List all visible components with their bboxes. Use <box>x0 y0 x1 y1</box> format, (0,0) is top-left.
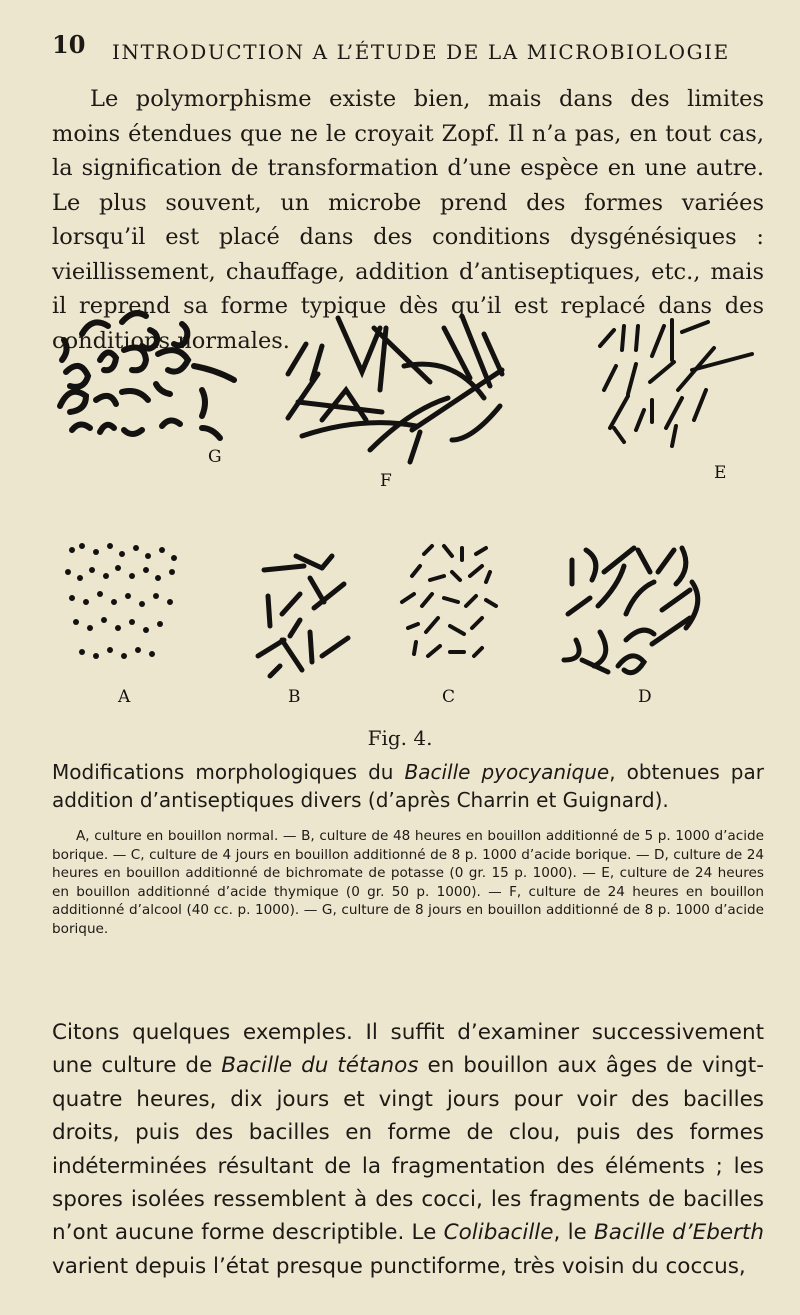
bacteria-drawing <box>52 310 764 730</box>
panel-c-drawing <box>402 546 496 656</box>
panel-b-drawing <box>258 556 348 676</box>
page-number: 10 <box>52 30 86 59</box>
panel-a-drawing <box>65 543 177 659</box>
species-colibacille: Colibacille <box>443 1220 554 1246</box>
panel-letter-g: G <box>208 447 222 467</box>
figure-label: Fig. 4. <box>367 726 433 750</box>
panel-f-drawing <box>288 316 502 462</box>
species-tetanos: Bacille du tétanos <box>221 1053 419 1079</box>
figure-caption-title <box>52 758 764 814</box>
panel-letter-c: C <box>442 687 456 707</box>
caption-text-2: , obtenues par addition d’antiseptiques divers (d’après Charrin et Guignard). <box>52 760 764 812</box>
caption-text-1: Modifications morphologiques du <box>52 760 405 784</box>
paragraph-polymorphism: Le polymorphisme existe bien, mais dans des limites moins étendues que ne le croyait Zopf. Il n’a pas, en tout cas, la signification de transformation d’une espèce en une autre. Le plus souvent, un microbe prend des formes variées lorsqu’il est placé dans des conditions dysgénésiques : vieillissement, chauffage, addition d’antiseptiques, etc., mais il reprend sa forme typique dès qu’il est replacé dans des conditions normales. <box>52 86 764 354</box>
page-header <box>52 30 748 66</box>
panel-d-drawing <box>564 548 698 673</box>
figure-4-illustration <box>52 310 764 730</box>
figure-legend: A, culture en bouillon normal. — B, culture de 48 heures en bouillon additionné de 5 p. 1000 d’acide borique. — C, culture de 4 jours en bouillon additionné de 8 p. 1000 d’acide borique. — D, culture de 24 heures en bouillon additionné de bichromate de potasse (0 gr. 15 p. 1000). — E, culture de 24 heures en bouillon additionné d’acide thymique (0 gr. 50 p. 1000). — F, culture de 24 heures en bouillon additionné d’alcool (40 cc. p. 1000). — G, culture de 8 jours en bouillon additionné de 8 p. 1000 d’acide borique. <box>52 828 764 937</box>
running-title: INTRODUCTION A L’ÉTUDE DE LA MICROBIOLOGIE <box>112 40 730 64</box>
panel-letter-e: E <box>714 463 727 483</box>
panel-letter-f: F <box>380 471 392 491</box>
panel-g-drawing <box>60 313 234 438</box>
paragraph-examples <box>52 1016 764 1283</box>
panel-e-drawing <box>600 320 752 446</box>
species-eberth: Bacille d’Eberth <box>594 1220 764 1246</box>
panel-letter-b: B <box>288 687 301 707</box>
para-text-1: Citons quelques exemples. Il suffit d’examiner successivement une culture de <box>52 1020 764 1079</box>
para-text-2: en bouillon aux âges de vingt-quatre heures, dix jours et vingt jours pour voir des bacilles droits, puis des bacilles en forme de clou, puis des formes indéterminées résultant de la fragmentation des éléments ; les spores isolées ressemblent à des cocci, les fragments de bacilles n’ont aucune forme descriptible. Le <box>52 1053 764 1246</box>
para-text-4: varient depuis l’état presque punctiforme, très voisin du coccus, <box>52 1253 746 1279</box>
para-text-3: , le <box>553 1220 595 1246</box>
panel-letter-d: D <box>638 687 652 707</box>
caption-species-name: Bacille pyocyanique <box>404 760 610 784</box>
panel-letter-a: A <box>118 687 131 707</box>
